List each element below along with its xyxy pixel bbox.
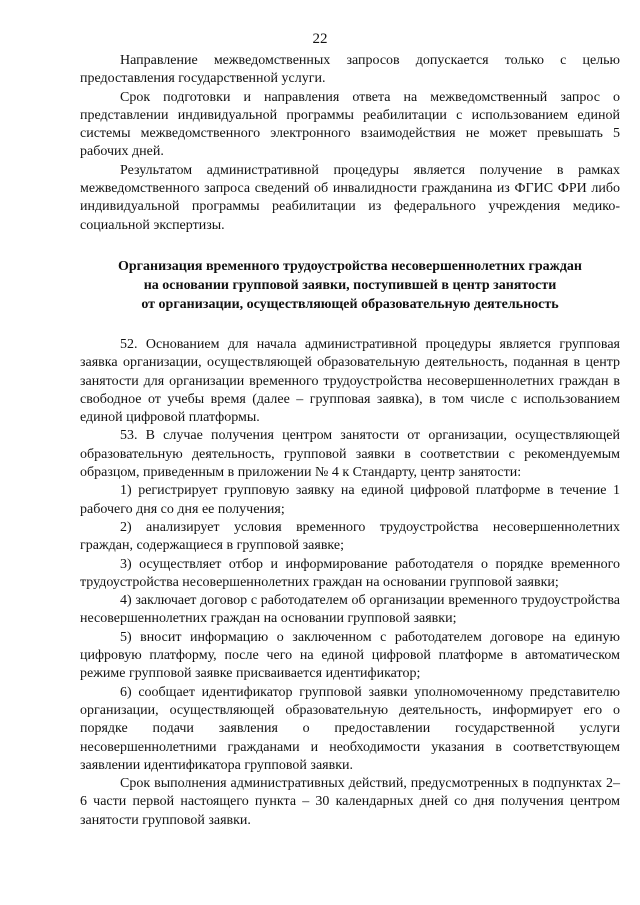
paragraph-intro-1: Направление межведомственных запросов допускается только с целью предоставления государственной услуги. [80,53,620,87]
paragraph-intro-3: Результатом административной процедуры является получение в рамках межведомственного запроса сведений об инвалидности гражданина из ФГИС ФРИ либо индивидуальной программы реабилитации из федерального учреждения медико-социальной экспертизы. [80,162,620,233]
paragraph-item-1: 1) регистрирует групповую заявку на единой цифровой платформе в течение 1 рабочего дня со дня ее получения; [80,483,620,517]
section-title-line-2: на основании групповой заявки, поступившей в центр занятости [143,277,557,293]
paragraph-item-4: 4) заключает договор с работодателем об организации временного трудоустройства несовершеннолетних граждан на основании групповой заявки; [80,593,620,627]
paragraph-item-2: 2) анализирует условия временного трудоустройства несовершеннолетних граждан, содержащиеся в групповой заявке; [80,519,620,554]
page-number: 22 [312,31,328,47]
paragraph-item-5: 5) вносит информацию о заключенном с работодателем договоре на единую цифровую платформу, после чего на единой цифровой платформе в автоматическом режиме групповой заявке присваивается идентификатор; [80,629,620,682]
paragraph-intro-2: Срок подготовки и направления ответа на межведомственный запрос о представлении индивидуальной программы реабилитации с использованием единой системы межведомственного электронного взаимодействия не может превышать 5 рабочих дней. [80,89,620,160]
paragraph-item-6: 6) сообщает идентификатор групповой заявки уполномоченному представителю организации, осуществляющей образовательную деятельность, информирует его о порядке подачи заявления о предоставлении государственной услуги несовершеннолетними гражданами и необходимости указания в соответствующем заявлении идентификатора групповой заявки. [80,684,620,773]
paragraph-52: 52. Основанием для начала административной процедуры является групповая заявка организации, осуществляющей образовательную деятельность, поданная в центр занятости для организации временного трудоустройства несовершеннолетних граждан в свободное от учебы время (далее – групповая заявка), в том числе с использованием единой цифровой платформы. [80,336,620,426]
paragraph-item-3: 3) осуществляет отбор и информирование работодателя о порядке временного трудоустройства несовершеннолетних граждан на основании групповой заявки; [80,556,620,590]
paragraph-deadline: Срок выполнения административных действий, предусмотренных в подпунктах 2–6 части первой настоящего пункта – 30 календарных дней со дня получения центром занятости групповой заявки. [80,776,620,828]
paragraph-53: 53. В случае получения центром занятости от организации, осуществляющей образовательную деятельность, групповой заявки в соответствии с рекомендуемым образцом, приведенным в приложении № 4 к Стандарту, центр занятости: [80,428,620,481]
section-title [80,257,620,314]
section-title-line-1: Организация временного трудоустройства несовершеннолетних граждан [118,258,582,274]
document-body [80,52,620,830]
section-title-line-3: от организации, осуществляющей образовательную деятельность [141,296,559,312]
